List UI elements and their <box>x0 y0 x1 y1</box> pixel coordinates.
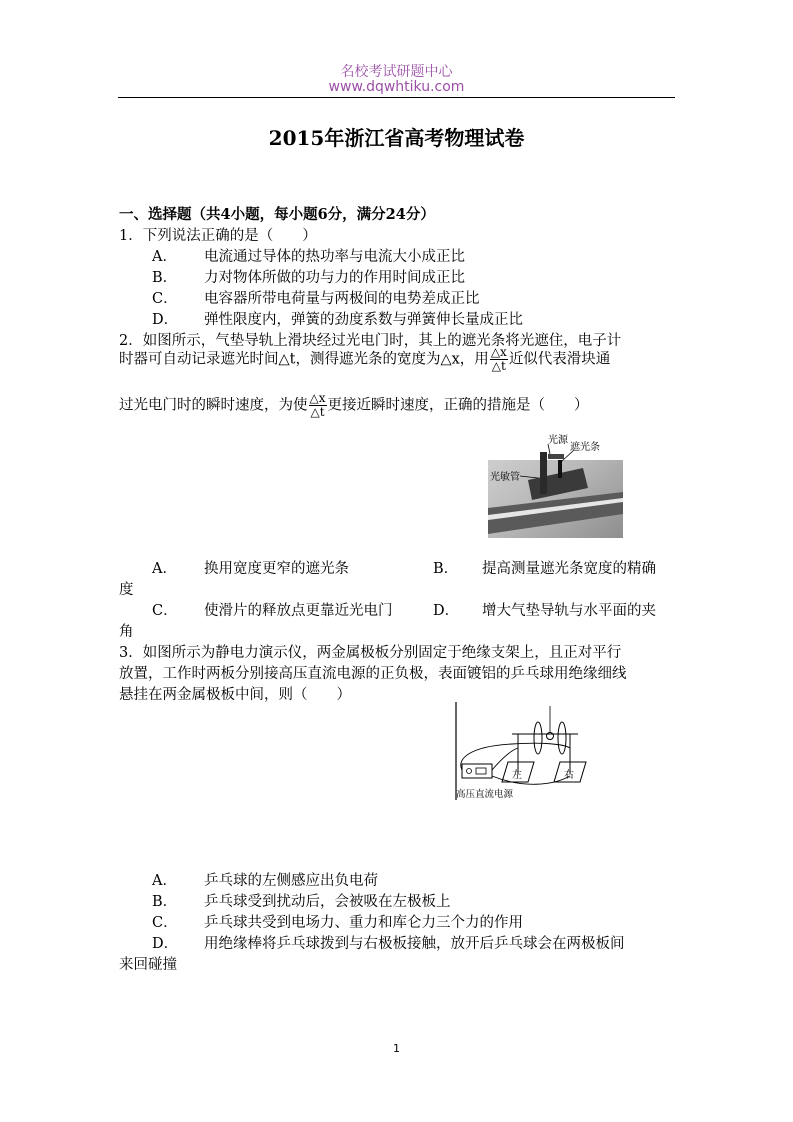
page-number: 1 <box>393 1042 400 1055</box>
q1-option-c-text: 电容器所带电荷量与两极间的电势差成正比 <box>204 291 480 307</box>
q3-option-b-label: B． <box>152 894 178 910</box>
photo-gate-post <box>540 452 547 494</box>
site-url[interactable]: www.dqwhtiku.com <box>328 79 465 95</box>
header-rule <box>118 97 675 98</box>
frac-numerator: △x <box>309 391 326 405</box>
power-knob-icon <box>467 769 472 774</box>
q3-option-c-text: 乒乓球共受到电场力、重力和库仑力三个力的作用 <box>204 915 523 931</box>
q2-option-c-text: 使滑片的释放点更靠近光电门 <box>204 603 393 619</box>
q2-stem-line3-a: 过光电门时的瞬时速度，为使 <box>119 397 308 414</box>
q3-option-d-wrap: 来回碰撞 <box>119 957 177 973</box>
label-light-source: 光源 <box>548 435 568 446</box>
q2-stem-line2 <box>119 346 610 373</box>
q2-stem-line3-b: 更接近瞬时速度，正确的措施是（ ） <box>327 397 589 414</box>
q2-fraction-1 <box>490 346 508 373</box>
label-left: 左 <box>512 770 522 781</box>
q2-option-b-label: B． <box>433 561 459 577</box>
q3-option-a-label: A． <box>152 873 177 889</box>
q2-stem-line2-a: 时器可自动记录遮光时间△t，测得遮光条的宽度为△x，用 <box>119 351 489 368</box>
right-plate <box>558 722 566 754</box>
q1-stem: 1．下列说法正确的是（ ） <box>119 228 317 244</box>
q2-stem-line2-b: 近似代表滑块通 <box>508 351 611 368</box>
shade-strip <box>558 460 562 478</box>
q2-airtrack-figure <box>488 430 623 538</box>
q1-option-a-text: 电流通过导体的热功率与电流大小成正比 <box>204 249 465 265</box>
label-shade-strip: 遮光条 <box>570 442 600 453</box>
q2-stem-line3 <box>119 392 589 419</box>
q1-option-b-text: 力对物体所做的功与力的作用时间成正比 <box>204 270 465 286</box>
q1-option-d-text: 弹性限度内，弹簧的劲度系数与弹簧伸长量成正比 <box>204 312 523 328</box>
q2-option-c-label: C． <box>152 603 178 619</box>
q1-option-b-label: B． <box>152 270 178 286</box>
wire-left <box>492 748 518 770</box>
power-meter-icon <box>476 768 486 774</box>
q3-stem-line1: 3．如图所示为静电力演示仪，两金属极板分别固定于绝缘支架上，且正对平行 <box>119 645 622 661</box>
wire-right <box>461 743 570 770</box>
q2-fraction-2 <box>309 392 327 419</box>
left-plate <box>534 722 542 754</box>
q2-option-d-wrap: 角 <box>119 624 134 640</box>
q3-option-c-label: C． <box>152 915 178 931</box>
label-photo-tube: 光敏管 <box>490 472 520 483</box>
q2-option-a-text: 换用宽度更窄的遮光条 <box>204 561 349 577</box>
light-source-arm <box>548 454 564 459</box>
page-title: 2015年浙江省高考物理试卷 <box>268 126 525 150</box>
q3-option-d-label: D． <box>152 936 179 952</box>
section-heading: 一、选择题（共4小题，每小题6分，满分24分） <box>119 206 435 223</box>
q2-option-b-text: 提高测量遮光条宽度的精确 <box>482 561 656 577</box>
q3-electrostatic-figure <box>452 700 592 802</box>
frac-numerator: △x <box>490 345 507 359</box>
q2-option-d-label: D． <box>433 603 460 619</box>
q2-option-d-text: 增大气垫导轨与水平面的夹 <box>482 603 656 619</box>
q1-option-c-label: C． <box>152 291 178 307</box>
site-name: 名校考试研题中心 <box>340 64 453 80</box>
q3-option-a-text: 乒乓球的左侧感应出负电荷 <box>204 873 378 889</box>
label-power-supply: 高压直流电源 <box>456 789 514 800</box>
q3-option-d-text: 用绝缘棒将乒乓球拨到与右极板接触，放开后乒乓球会在两极板间 <box>204 936 625 952</box>
q1-option-a-label: A． <box>152 249 177 265</box>
q3-stem-line2: 放置，工作时两板分别接高压直流电源的正负极，表面镀铝的乒乓球用绝缘细线 <box>119 666 627 682</box>
q2-option-a-label: A． <box>152 561 177 577</box>
q2-stem-line1: 2．如图所示，气垫导轨上滑块经过光电门时，其上的遮光条将光遮住，电子计 <box>119 333 622 349</box>
q3-stem-line3: 悬挂在两金属极板中间，则（ ） <box>119 687 351 703</box>
frac-denominator: △t <box>491 359 506 373</box>
q3-option-b-text: 乒乓球受到扰动后，会被吸在左极板上 <box>204 894 451 910</box>
frac-denominator: △t <box>310 405 325 419</box>
q2-option-b-wrap: 度 <box>119 582 134 598</box>
label-right: 右 <box>564 770 574 781</box>
q1-option-d-label: D． <box>152 312 179 328</box>
